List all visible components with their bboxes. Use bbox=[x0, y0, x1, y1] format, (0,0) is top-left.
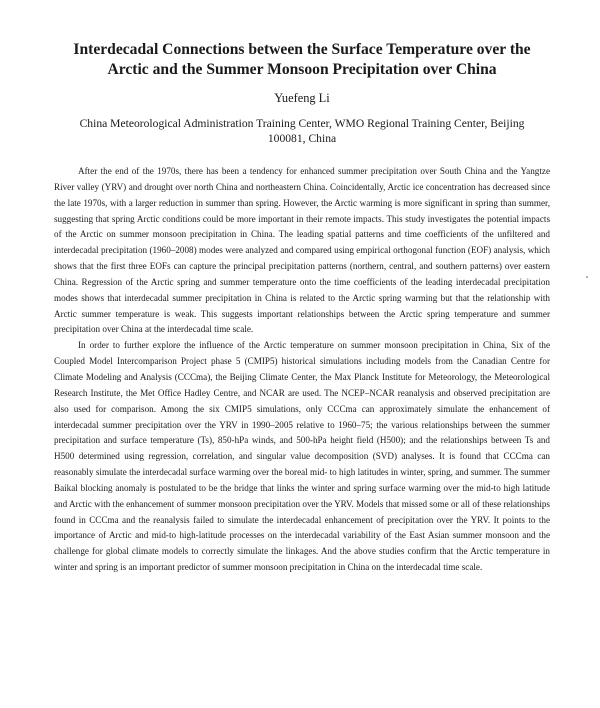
author-affiliation: China Meteorological Administration Training Center, WMO Regional Training Center, Beijing 100081, China bbox=[79, 117, 525, 145]
abstract-paragraph-2: In order to further explore the influence of the Arctic temperature on summer monsoon precipitation in China, Six of the Coupled Model Intercomparison Project phase 5 (CMIP5) historical simulations including models from the Canadian Centre for Climate Modeling and Analysis (CCCma), the Beijing Climate Center, the Max Planck Institute for Meteorology, the Meteorological Research Institute, the Met Office Hadley Centre, and NCAR are used. The NCEP–NCAR reanalysis and observed precipitation are also used for comparison. Among the six CMIP5 simulations, only CCCma can approximately simulate the enhancement of interdecadal summer precipitation over the YRV in 1990–2005 relative to 1960–75; the various relationships between the summer precipitation and surface temperature (Ts), 850-hPa winds, and 500-hPa height field (H500); and the relationships between Ts and H500 determined using regression, correlation, and singular value decomposition (SVD) analyses. It is found that CCCma can reasonably simulate the interdecadal surface warming over the boreal mid- to high latitudes in winter, spring, and summer. The summer Baikal blocking anomaly is postulated to be the bridge that links the winter and spring surface warming over the mid-to high latitude and Arctic with the enhancement of summer monsoon precipitation over the YRV. Models that missed some or all of these relationships found in CCCma and the reanalysis failed to simulate the interdecadal enhancement of precipitation over the YRV. It points to the importance of Arctic and mid-to high-latitude processes on the interdecadal variability of the East Asian summer monsoon and the challenge for global climate models to correctly simulate the linkages. And the above studies confirm that the Arctic temperature in winter and spring is an important predictor of summer monsoon precipitation in China on the interdecadal time scale. bbox=[54, 340, 550, 573]
abstract-body bbox=[54, 164, 550, 576]
author-name: Yuefeng Li bbox=[274, 91, 330, 105]
abstract-paragraph-1: After the end of the 1970s, there has been a tendency for enhanced summer precipitation over South China and the Yangtze River valley (YRV) and drought over north China and northeastern China. Coincidentally, Arctic ice concentration has decreased since the late 1970s, with a larger reduction in summer than spring. However, the Arctic warming is more significant in spring than summer, suggesting that spring Arctic conditions could be more important in their remote impacts. This study investigates the potential impacts of the Arctic on summer monsoon precipitation in China. The leading spatial patterns and time coefficients of the unfiltered and interdecadal precipitation (1960–2008) modes were analyzed and compared using empirical orthogonal function (EOF) analysis, which shows that the first three EOFs can capture the principal precipitation patterns (northern, central, and southern patterns) over eastern China. Regression of the Arctic spring and summer temperature onto the time coefficients of the leading interdecadal precipitation modes shows that interdecadal summer precipitation in China is related to the Arctic spring warming but that the relationship with Arctic summer temperature is weak. This suggests important relationships between the Arctic spring temperature and summer precipitation over China at the interdecadal time scale. bbox=[54, 166, 550, 335]
paper-title: Interdecadal Connections between the Surface Temperature over the Arctic and the Summer Monsoon Precipitation over China bbox=[73, 41, 531, 78]
margin-mark bbox=[586, 276, 588, 278]
